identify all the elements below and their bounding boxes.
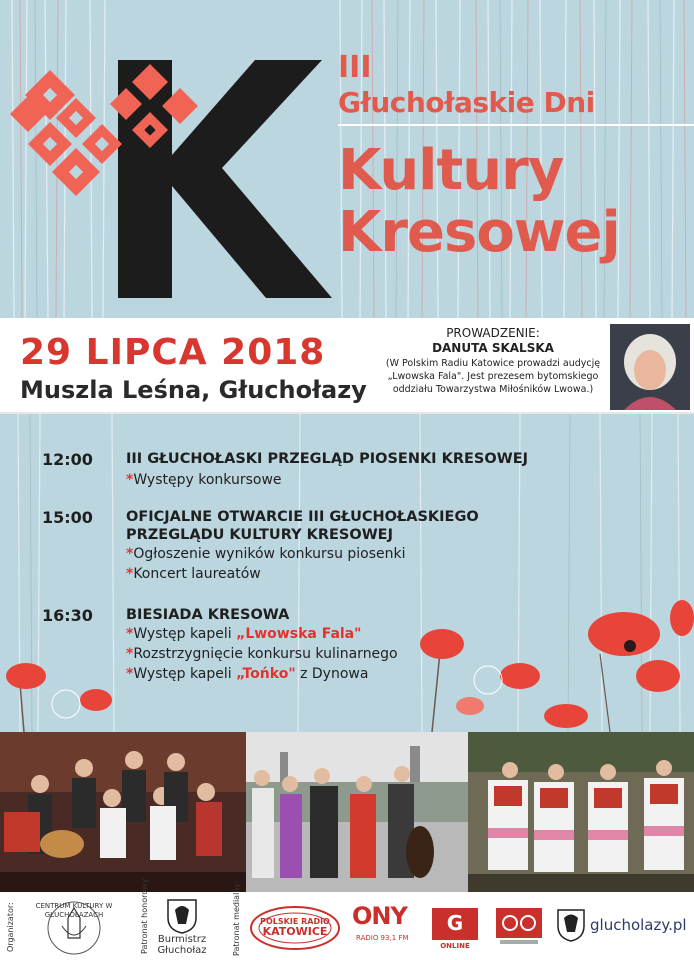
host-photo (610, 324, 690, 410)
program-title: BIESIADA KRESOWA (126, 607, 290, 623)
program-item-text: Ogłoszenie wyników konkursu piosenki (133, 546, 406, 562)
star-bullet: * (126, 646, 134, 662)
footer-sponsors (0, 876, 694, 960)
program-time: 12:00 (42, 450, 93, 469)
town-crest-icon (166, 898, 198, 934)
ony-frequency: RADIO 93,1 FM (356, 934, 409, 942)
host-description: (W Polskim Radiu Katowice prowadzi audycję „Lwowska Fala". Jest prezesem bytomskiego oddziału Towarzystwa Miłośników Lwowa.) (385, 358, 601, 395)
organizer-name: CENTRUM KULTURY W GŁUCHOŁAZACH (35, 902, 113, 919)
program-item (126, 546, 406, 562)
band-name: „Tońko" (236, 666, 296, 682)
program-item-text: Występ kapeli (133, 626, 237, 642)
star-bullet: * (126, 626, 134, 642)
radio-name-line2: KATOWICE (262, 925, 328, 938)
g-online-label: ONLINE (440, 942, 470, 950)
svg-text:G: G (446, 911, 464, 935)
star-bullet: * (126, 546, 134, 562)
ony-logo: ONY (352, 902, 407, 930)
band-name: „Lwowska Fala" (236, 626, 362, 642)
glucholazy-crest-icon (556, 908, 586, 942)
program-time: 15:00 (42, 508, 93, 527)
program-item (126, 566, 261, 582)
radio-name-line1: POLSKIE RADIO (260, 917, 330, 926)
program-item-suffix: z Dynowa (295, 666, 369, 682)
event-date: 29 LIPCA 2018 (20, 332, 326, 373)
date-section (0, 318, 694, 414)
media-label: Patronat medialny: (232, 880, 241, 956)
program-item-text: Rozstrzygnięcie konkursu kulinarnego (133, 646, 398, 662)
program-title: III GŁUCHOŁASKI PRZEGLĄD PIOSENKI KRESOWEJ (126, 451, 528, 467)
star-bullet: * (126, 472, 134, 488)
event-place: Muszla Leśna, Głuchołazy (20, 376, 367, 404)
title-edition: III (338, 50, 372, 85)
k-logo (10, 40, 340, 305)
program-item (126, 666, 368, 682)
honorary-name (152, 934, 212, 956)
band-photo-3 (468, 732, 694, 892)
organizer-label: Organizator: (6, 902, 15, 952)
title-line2: Głuchołaskie Dni (338, 86, 595, 119)
honorary-name-line2: Głuchołaz (157, 945, 207, 956)
program-section (0, 414, 694, 732)
host-name: DANUTA SKALSKA (432, 341, 554, 355)
program-item-text: Występy konkursowe (133, 472, 282, 488)
honorary-label: Patronat honorowy: (140, 876, 149, 954)
program-item (126, 472, 282, 488)
program-item (126, 626, 361, 642)
header-section (0, 0, 694, 318)
star-bullet: * (126, 666, 134, 682)
photo-strip (0, 732, 694, 892)
host-info (380, 326, 606, 396)
band-photo-2 (246, 732, 468, 892)
honorary-name-line1: Burmistrz (157, 934, 207, 945)
program-item (126, 646, 398, 662)
title-kultury: Kultury (338, 138, 564, 203)
title-divider (338, 124, 694, 126)
star-bullet: * (126, 566, 134, 582)
program-time: 16:30 (42, 606, 93, 625)
host-label: PROWADZENIE: (446, 326, 540, 340)
program-item-text: Występ kapeli (133, 666, 237, 682)
regional-paper-logo (496, 908, 542, 946)
g-online-logo (432, 908, 478, 940)
band-photo-1 (0, 732, 246, 892)
title-kresowej: Kresowej (338, 200, 620, 265)
program-item-text: Koncert laureatów (133, 566, 261, 582)
program-title: OFICJALNE OTWARCIE III GŁUCHOŁASKIEGO PRZEGLĄDU KULTURY KRESOWEJ (126, 509, 479, 543)
website-link[interactable]: glucholazy.pl (590, 916, 687, 934)
